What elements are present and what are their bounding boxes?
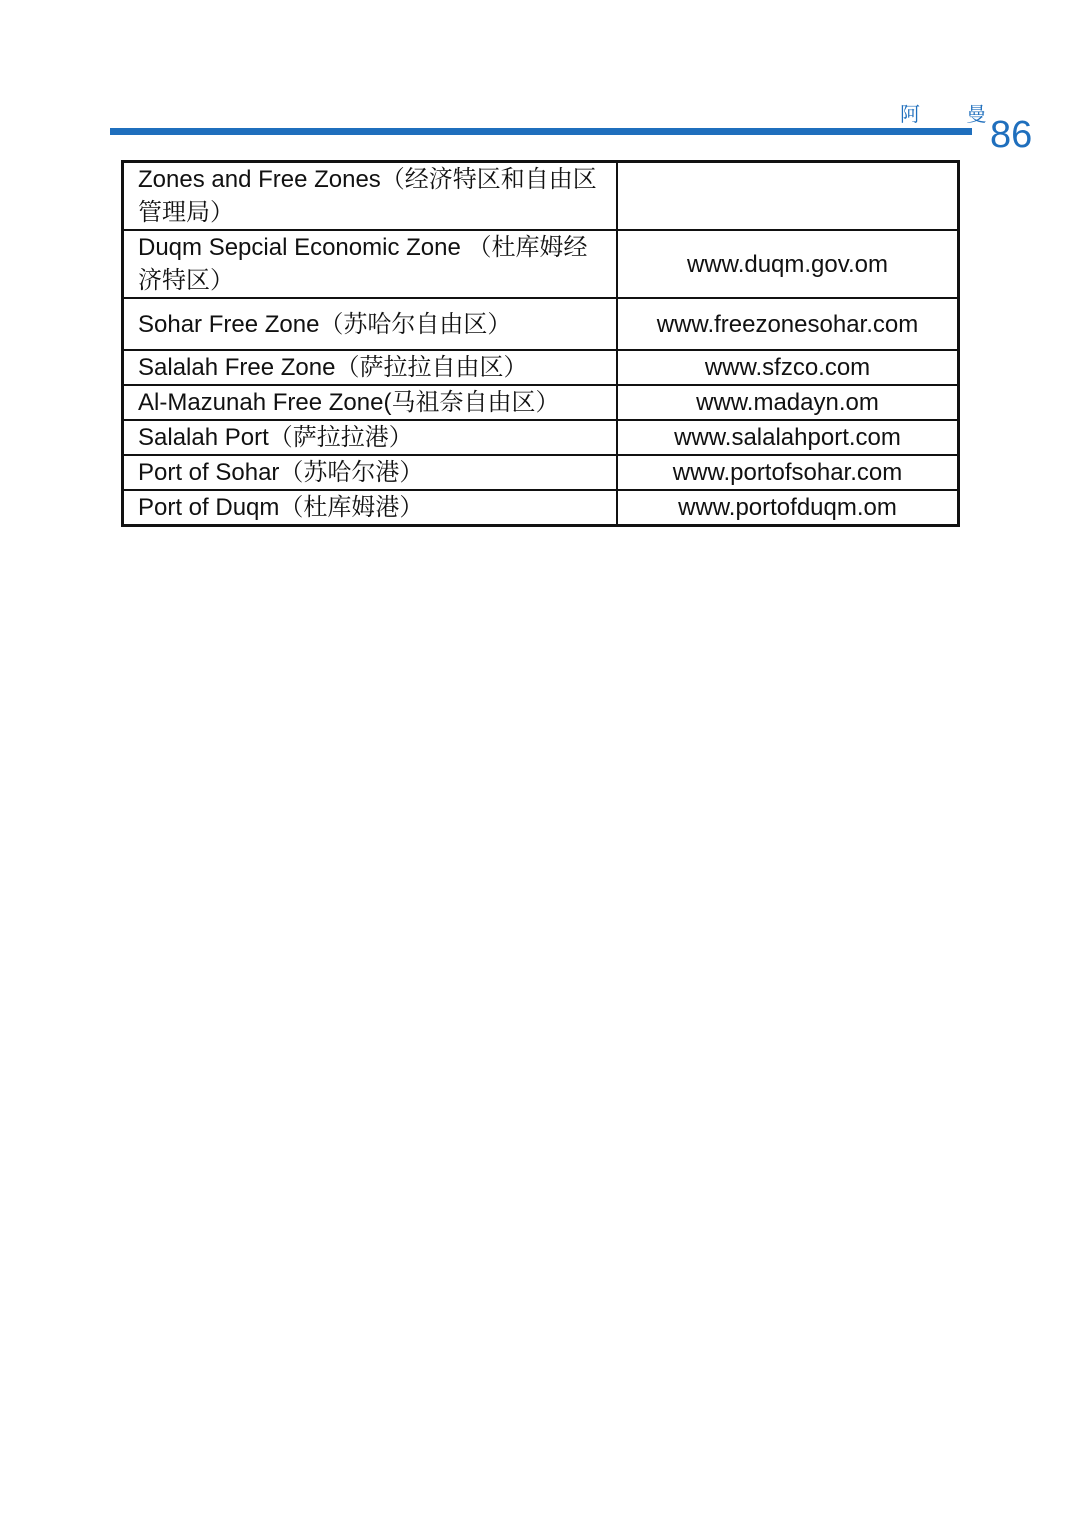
page-number: 86 xyxy=(990,114,1033,156)
organization-url[interactable]: www.salalahport.com xyxy=(617,420,959,455)
organization-url[interactable]: www.sfzco.com xyxy=(617,350,959,385)
table-row xyxy=(123,420,959,455)
header-title: 阿 曼 xyxy=(900,102,1007,126)
organization-name: Port of Sohar（苏哈尔港） xyxy=(123,455,618,490)
organization-url[interactable]: www.madayn.om xyxy=(617,385,959,420)
organization-url[interactable]: www.portofsohar.com xyxy=(617,455,959,490)
organization-name: Zones and Free Zones（经济特区和自由区管理局） xyxy=(123,162,618,231)
table-row xyxy=(123,350,959,385)
organization-name: Al-Mazunah Free Zone(马祖奈自由区） xyxy=(123,385,618,420)
organization-links-table xyxy=(121,160,960,527)
table-row xyxy=(123,490,959,526)
table-row xyxy=(123,298,959,350)
table-row xyxy=(123,385,959,420)
organization-url xyxy=(617,162,959,231)
table-row xyxy=(123,455,959,490)
table-row xyxy=(123,162,959,231)
header-rule xyxy=(110,128,972,135)
table-row xyxy=(123,230,959,298)
organization-url[interactable]: www.portofduqm.om xyxy=(617,490,959,526)
organization-name: Port of Duqm（杜库姆港） xyxy=(123,490,618,526)
organization-name: Salalah Port（萨拉拉港） xyxy=(123,420,618,455)
organization-name: Sohar Free Zone（苏哈尔自由区） xyxy=(123,298,618,350)
organization-url[interactable]: www.freezonesohar.com xyxy=(617,298,959,350)
organization-name: Salalah Free Zone（萨拉拉自由区） xyxy=(123,350,618,385)
organization-url[interactable]: www.duqm.gov.om xyxy=(617,230,959,298)
organization-name: Duqm Sepcial Economic Zone （杜库姆经济特区） xyxy=(123,230,618,298)
